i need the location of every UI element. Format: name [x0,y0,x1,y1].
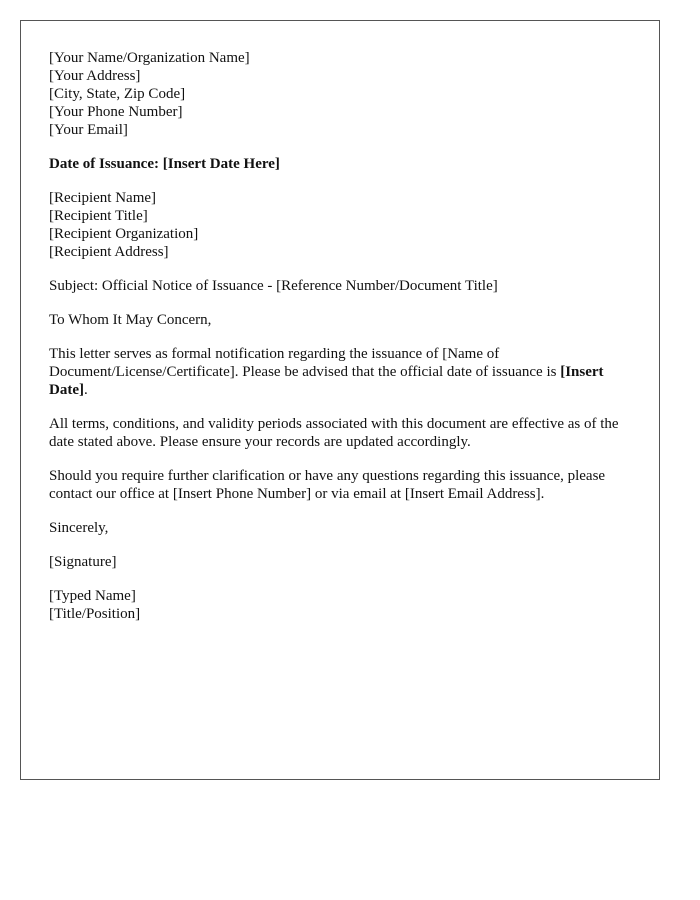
signer-block [49,587,631,623]
body-paragraph-2: All terms, conditions, and validity periods associated with this document are effective as of the date stated above. Please ensure your records are updated accordingly. [49,416,619,450]
body-paragraph-1-end: . [83,382,88,398]
sender-name: [Your Name/Organization Name] [49,50,250,66]
sender-city-state-zip: [City, State, Zip Code] [49,86,186,102]
recipient-address: [Recipient Address] [49,244,169,260]
insert-date-placeholder: [Insert Date] [49,364,604,398]
sender-phone: [Your Phone Number] [49,104,183,120]
sender-email: [Your Email] [49,122,128,138]
sender-block [49,49,631,139]
salutation: To Whom It May Concern, [49,312,212,328]
signature: [Signature] [49,554,117,570]
body-paragraph-1-text: This letter serves as formal notification regarding the issuance of [Name of Document/License/Certificate]. Please be advised that the official date of issuance is [49,346,561,380]
closing: Sincerely, [49,520,109,536]
recipient-block [49,189,631,261]
recipient-title: [Recipient Title] [49,208,148,224]
body-paragraph-1 [49,345,631,399]
recipient-organization: [Recipient Organization] [49,226,199,242]
recipient-name: [Recipient Name] [49,190,157,206]
signer-title: [Title/Position] [49,606,141,622]
date-of-issuance: Date of Issuance: [Insert Date Here] [49,156,280,172]
sender-address: [Your Address] [49,68,141,84]
letter-page [20,20,660,780]
body-paragraph-3: Should you require further clarification or have any questions regarding this issuance, please contact our office at [Insert Phone Number] or via email at [Insert Email Address]. [49,468,606,502]
signer-typed-name: [Typed Name] [49,588,136,604]
subject-line: Subject: Official Notice of Issuance - [Reference Number/Document Title] [49,278,498,294]
